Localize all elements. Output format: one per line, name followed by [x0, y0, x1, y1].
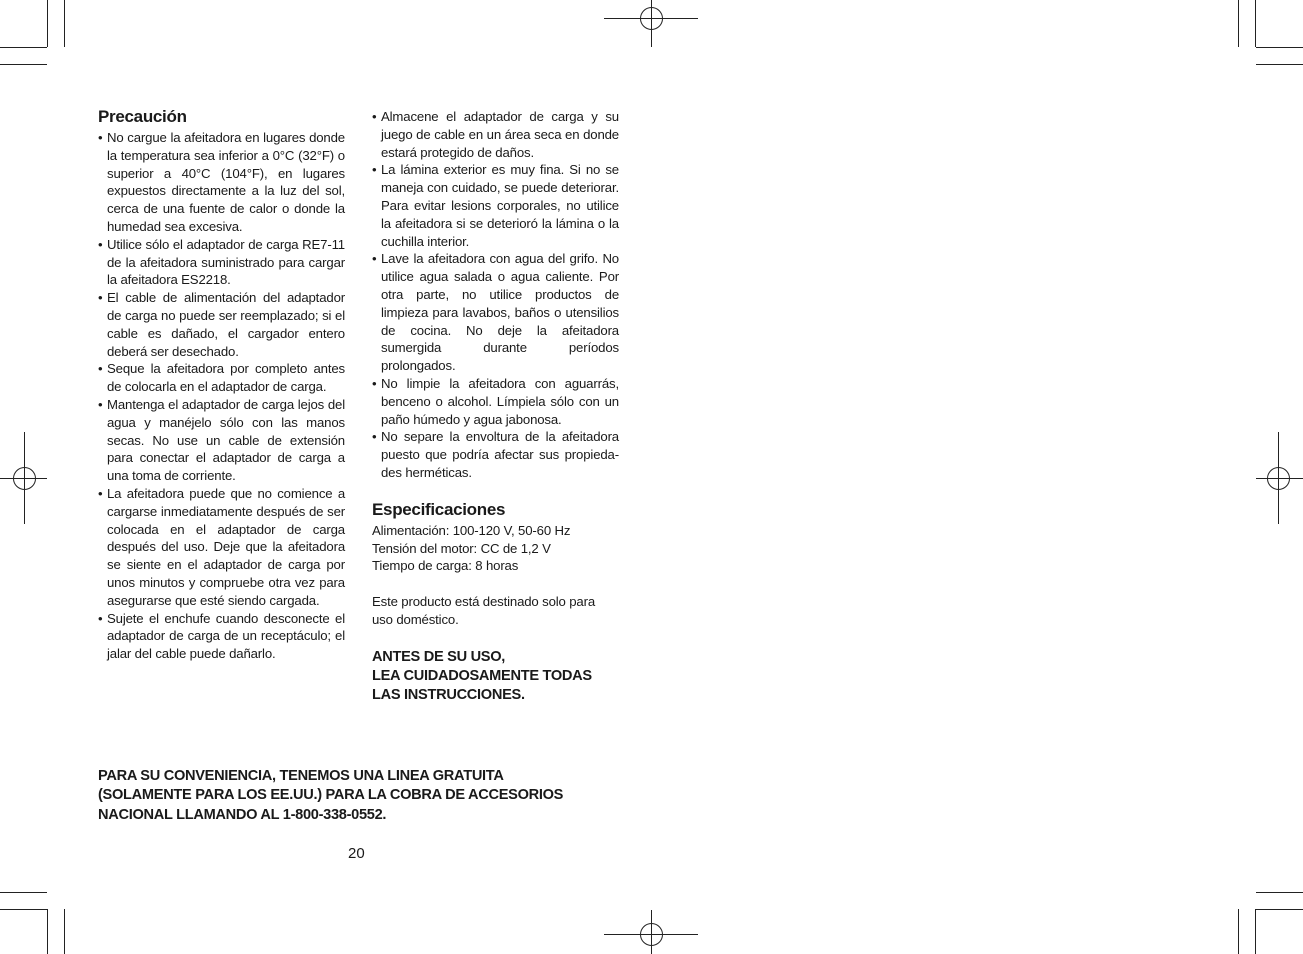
precaucion-item: • El cable de alimentación del adaptador de carga no puede ser reemplazado; si el cable es dañado, el cargador entero deberá ser desechado.	[98, 289, 345, 360]
spec-line: Tensión del motor: CC de 1,2 V	[372, 540, 551, 556]
notice-line: NACIONAL LLAMANDO AL 1-800-338-0552.	[98, 806, 387, 823]
precaucion-item: • Almacene el adaptador de carga y su juego de cable en un área seca en donde estará protegido de daños.	[372, 108, 619, 161]
precaucion-item: • No separe la envoltura de la afeitadora puesto que podría afectar sus propieda-des herméticas.	[372, 428, 619, 481]
notice-line: LAS INSTRUCCIONES.	[372, 687, 525, 704]
precaucion-item: • La lámina exterior es muy fina. Si no se maneja con cuidado, se puede deteriorar. Para evitar lesions corporales, no utilice la afeitadora si se deterioró la lámina o la cuchilla interior.	[372, 161, 619, 250]
crop-mark-bottom-left	[0, 893, 65, 954]
left-column	[98, 106, 345, 663]
precaucion-item: • Sujete el enchufe cuando desconecte el adaptador de carga de un receptáculo; el jalar del cable puede dañarlo.	[98, 610, 345, 663]
notice-line: PARA SU CONVENIENCIA, TENEMOS UNA LINEA GRATUITA	[98, 768, 504, 784]
precaucion-item: • No cargue la afeitadora en lugares donde la temperatura sea inferior a 0°C (32°F) o superior a 40°C (104°F), en lugares expuestos directamente a la luz del sol, cerca de una fuente de calor o donde la humedad sea excesiva.	[98, 129, 345, 236]
precaucion-list	[98, 129, 345, 663]
crop-mark-top-right	[1239, 0, 1303, 65]
precaucion-item: • Seque la afeitadora por completo antes de colocarla en el adaptador de carga.	[98, 360, 345, 396]
notice-line: LEA CUIDADOSAMENTE TODAS	[372, 667, 592, 684]
precaucion-item: • Mantenga el adaptador de carga lejos del agua y manéjelo sólo con las manos secas. No use un cable de extensión para conectar el adaptador de carga a una toma de corriente.	[98, 396, 345, 485]
spec-line: Alimentación: 100-120 V, 50-60 Hz	[372, 522, 571, 538]
registration-mark-top	[604, 0, 698, 47]
registration-mark-right	[1256, 432, 1303, 524]
precaucion-list-continued	[372, 108, 619, 482]
toll-free-notice	[98, 767, 658, 825]
especificaciones-heading: Especificaciones	[372, 499, 506, 519]
read-instructions-notice	[372, 648, 619, 706]
precaucion-heading: Precaución	[98, 107, 187, 126]
spec-line: Tiempo de carga: 8 horas	[372, 558, 519, 574]
notice-line: (SOLAMENTE PARA LOS EE.UU.) PARA LA COBRA DE ACCESORIOS	[98, 787, 564, 804]
precaucion-item: • Utilice sólo el adaptador de carga RE7-11 de la afeitadora suministrado para cargar la afeitadora ES2218.	[98, 236, 345, 289]
registration-mark-left	[0, 432, 47, 524]
domestic-use-note: Este producto está destinado solo para uso doméstico.	[372, 594, 596, 627]
precaucion-item: • No limpie la afeitadora con aguarrás, benceno o alcohol. Límpiela sólo con un paño húmedo y agua jabonosa.	[372, 375, 619, 428]
precaucion-item: • Lave la afeitadora con agua del grifo. No utilice agua salada o agua caliente. Por otra parte, no utilice productos de limpieza para lavabos, baños o utensilios de cocina. No deje la afeitadora sumergida durante períodos prolongados.	[372, 250, 619, 375]
notice-line: ANTES DE SU USO,	[372, 648, 506, 665]
page-number: 20	[348, 845, 365, 862]
precaucion-item: • La afeitadora puede que no comience a cargarse inmediatamente después de ser colocada en el adaptador de carga después del uso. Deje que la afeitadora se siente en el adaptador de carga por unos minutos y compruebe otra vez para asegurarse que esté siendo cargada.	[98, 485, 345, 610]
right-column	[372, 108, 619, 705]
crop-mark-bottom-right	[1239, 893, 1303, 954]
registration-mark-bottom	[604, 910, 698, 954]
crop-mark-top-left	[0, 0, 65, 65]
